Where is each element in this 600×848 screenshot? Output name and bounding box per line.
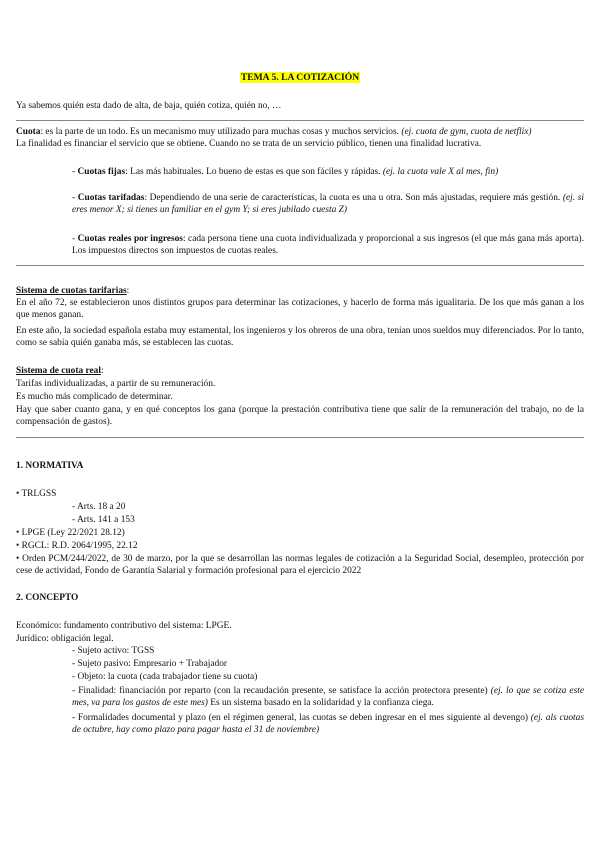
real-heading: Sistema de cuota real: [16,366,104,376]
concepto-sujeto-pasivo: - Sujeto pasivo: Empresario + Trabajador [72,659,228,669]
cuota-definition: Cuota: es la parte de un todo. Es un mecanismo muy utilizado para muchas cosas y muchos servicios. (ej. cuota de gym, cuota de netflix) [16,127,532,137]
divider [16,437,584,438]
normativa-arts-2: - Arts. 141 a 153 [72,515,135,525]
normativa-orden: • Orden PCM/244/2022, de 30 de marzo, por la que se desarrollan las normas legales de cotización a la Seguridad Social, desempleo, protección por cese de actividad, Fondo de Garantía Salarial y formación profesional para el ejercicio 2022 [16,554,584,577]
concepto-objeto: - Objeto: la cuota (cada trabajador tiene su cuota) [72,672,258,682]
intro-text: Ya sabemos quién esta dado de alta, de baja, quién cotiza, quién no, … [16,101,282,111]
cuota-type-tarifadas: - Cuotas tarifadas: Dependiendo de una serie de características, la cuota es una u otra. Son más ajustadas, requiere más gestión. (ej. si eres menor X; si tienes un familiar en el gym Y; si eres jubilado cuesta Z) [72,193,584,216]
real-line-1: Tarifas individualizadas, a partir de su remuneración. [16,379,216,389]
cuota-purpose: La finalidad es financiar el servicio que se obtiene. Cuando no se trata de un servicio público, tienen una finalidad lucrativa. [16,139,482,149]
concepto-formalidades: - Formalidades documental y plazo (en el régimen general, las cuotas se deben ingresar en el mes siguiente al devengo) (ej. als cuotas de octubre, hay como plazo para pagar hasta el 31 de noviembre) [72,713,584,736]
section-heading-concepto: 2. CONCEPTO [16,593,79,603]
real-line-2: Es mucho más complicado de determinar. [16,392,173,402]
real-paragraph: Hay que saber cuanto gana, y en qué conceptos los gana (porque la prestación contributiva tiene que salir de la remuneración del trabajo, no de la compensación de gastos). [16,405,584,428]
cuota-type-reales: - Cuotas reales por ingresos: cada persona tiene una cuota individualizada y proporcional a sus ingresos (el que más gana más aporta). Los impuestos directos son impuestos de cuotas reales. [72,234,584,257]
concepto-economico: Económico: fundamento contributivo del sistema: LPGE. [16,621,232,631]
tarifarias-paragraph-1: En el año 72, se establecieron unos distintos grupos para determinar las cotizaciones, y hacerlo de forma más igualitaria. De los que más ganan a los que menos ganan. [16,298,584,321]
normativa-arts-1: - Arts. 18 a 20 [72,502,126,512]
tarifarias-heading: Sistema de cuotas tarifarias: [16,286,130,296]
normativa-lpge: • LPGE (Ley 22/2021 28.12) [16,528,125,538]
cuota-type-fijas: - Cuotas fijas: Las más habituales. Lo bueno de estas es que son fáciles y rápidas. (ej. la cuota vale X al mes, fin) [72,167,499,177]
concepto-sujeto-activo: - Sujeto activo: TGSS [72,646,155,656]
divider [16,120,584,121]
concepto-finalidad: - Finalidad: financiación por reparto (con la recaudación presente, se satisface la acción protectora presente) (ej. lo que se cotiza este mes, va para los gastos de este mes) Es un sistema basado en la solidaridad y la confianza ciega. [72,686,584,709]
concepto-juridico: Jurídico: obligación legal. [16,634,114,644]
section-heading-normativa: 1. NORMATIVA [16,461,84,471]
divider [16,265,584,266]
page-title: TEMA 5. LA COTIZACIÓN [240,72,360,83]
normativa-trlgss: • TRLGSS [16,489,57,499]
tarifarias-paragraph-2: En este año, la sociedad española estaba muy estamental, los ingenieros y los obreros de una obra, tenían unos sueldos muy diferenciados. Por lo tanto, como se sabía quién ganaba más, se establecen las cuotas. [16,326,584,349]
normativa-rgcl: • RGCL: R.D. 2064/1995, 22.12 [16,541,138,551]
